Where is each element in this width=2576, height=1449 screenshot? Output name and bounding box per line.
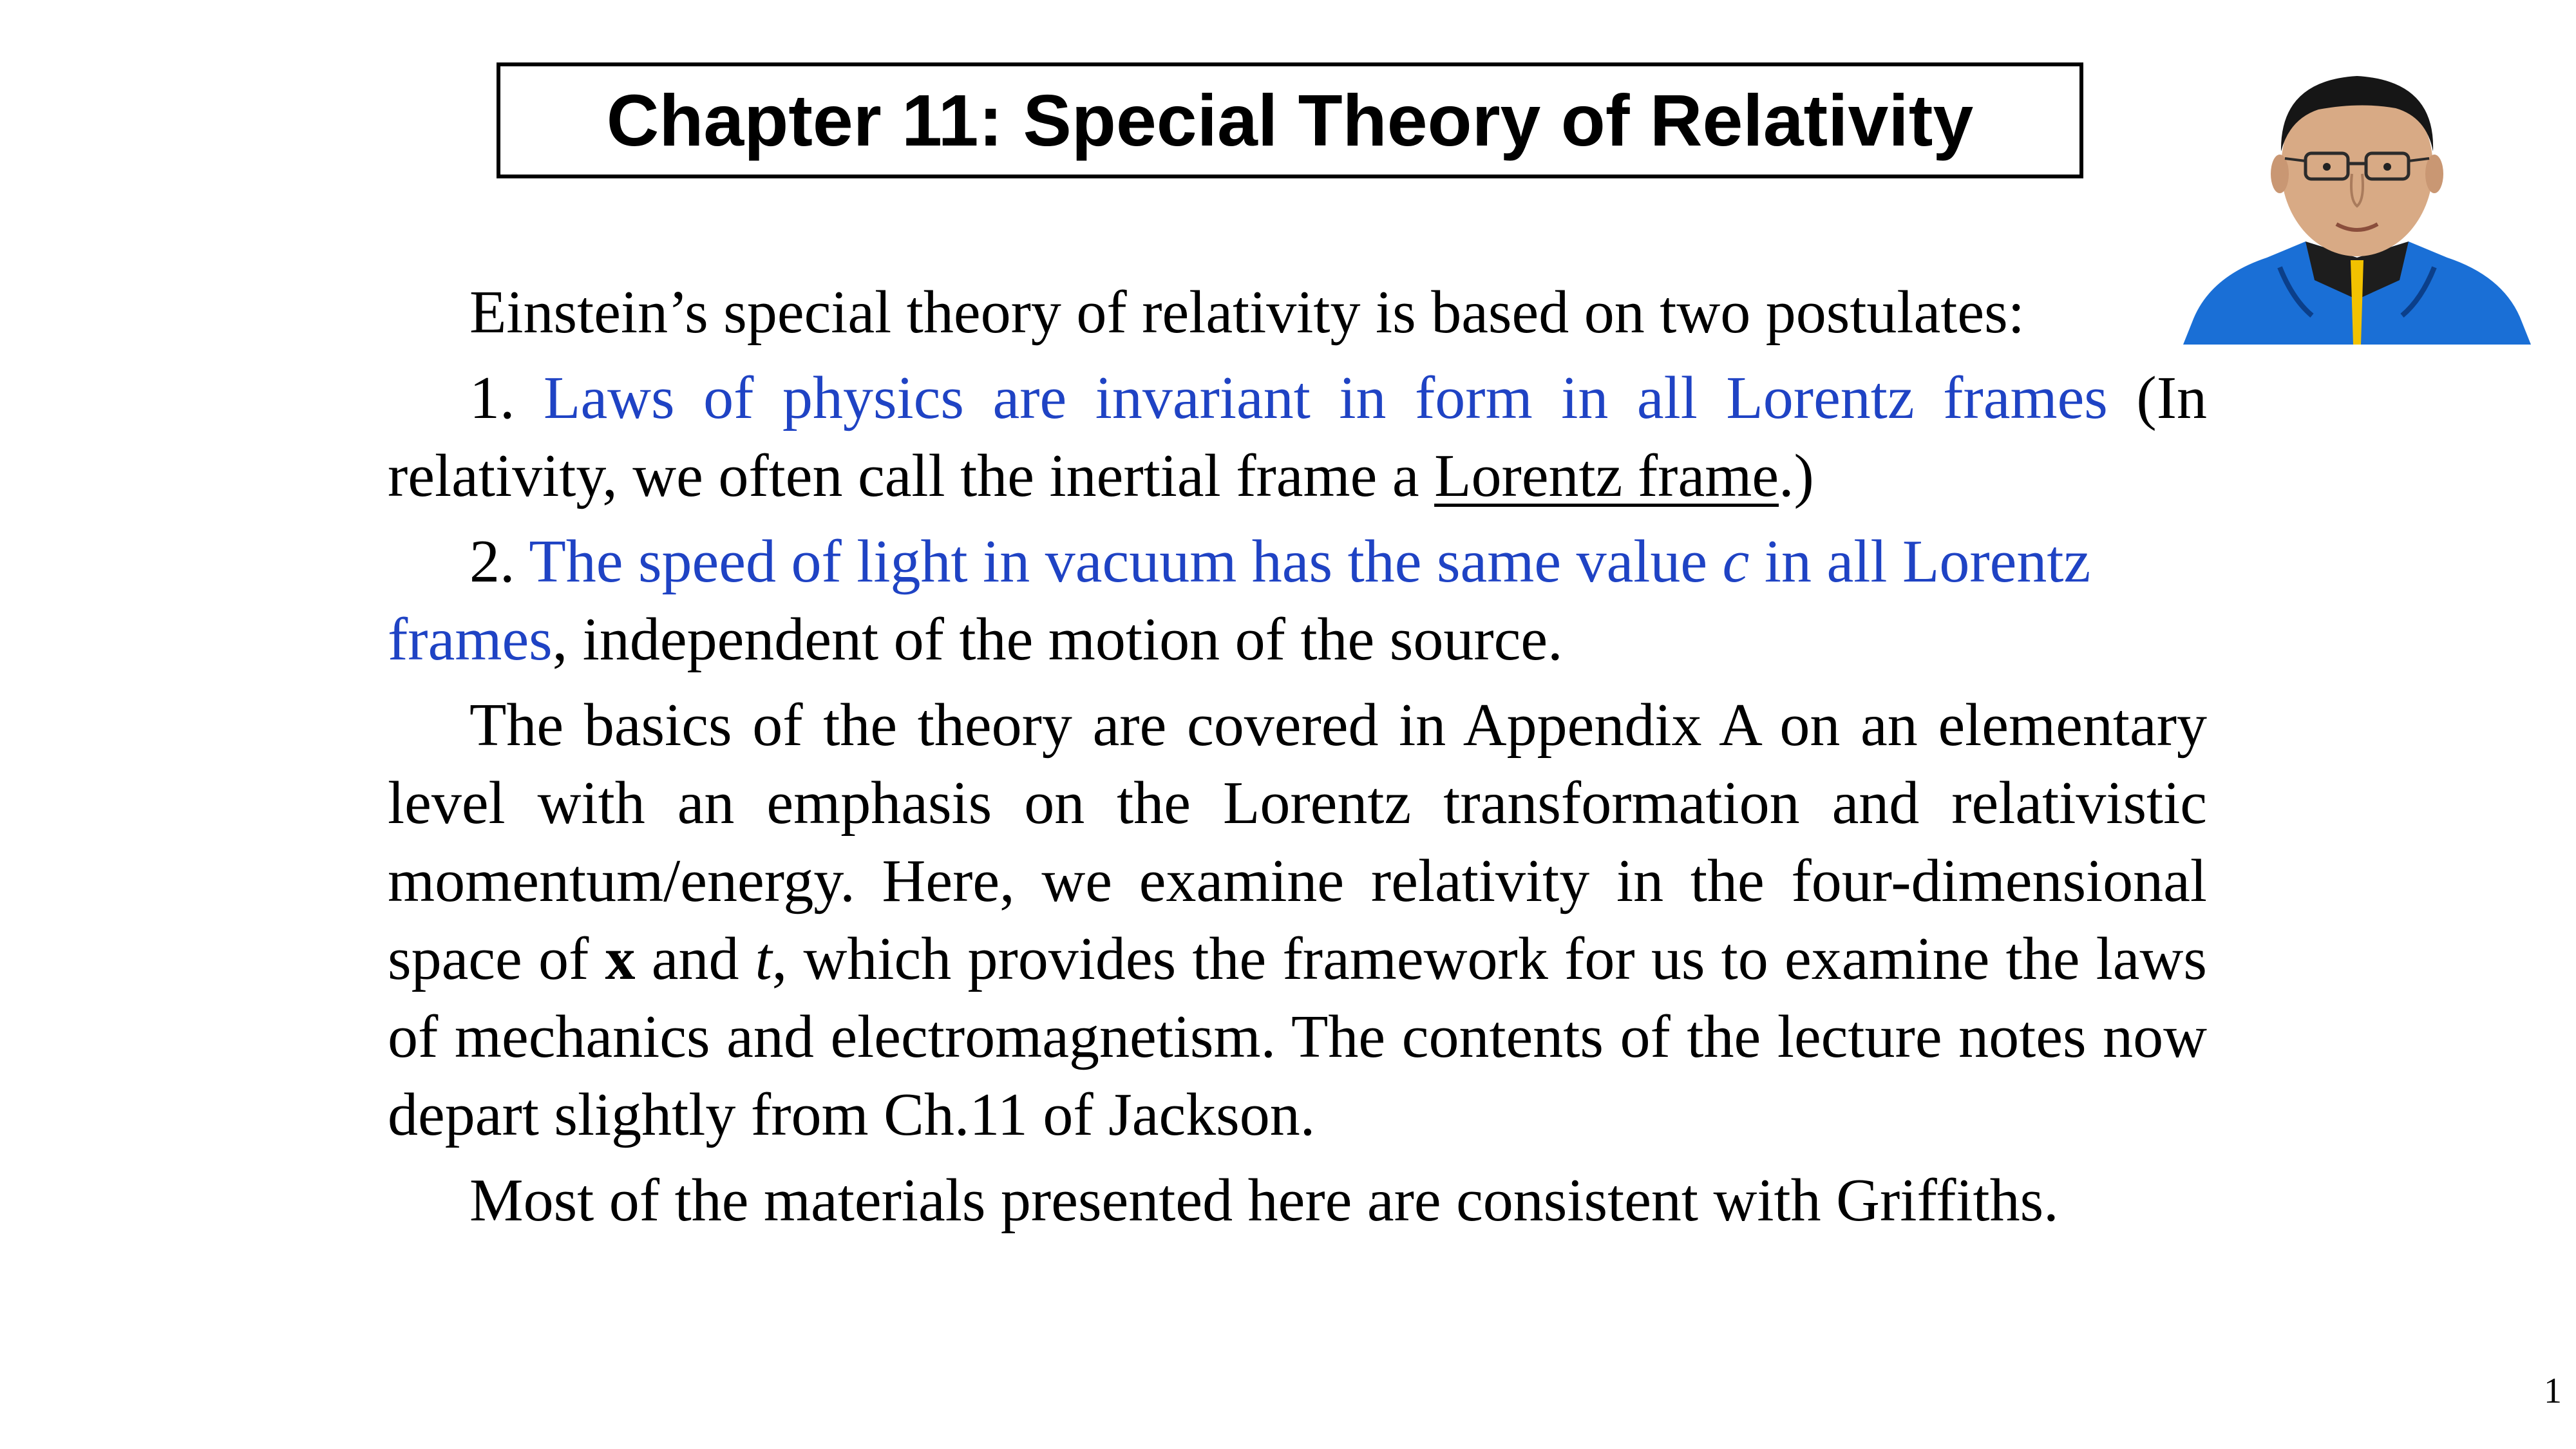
slide-body bbox=[388, 274, 2207, 1240]
closing-text: Most of the materials presented here are consistent with Griffiths. bbox=[469, 1167, 2059, 1234]
basics-part-3: , which provides the framework for us to examine the laws of mechanics and electromagnetism. The contents of the lecture notes now depart slightly from Ch.11 of Jackson. bbox=[388, 925, 2207, 1148]
postulate-2-trailing: , independent of the motion of the source. bbox=[552, 606, 1563, 673]
postulate-2-paragraph bbox=[388, 523, 2207, 679]
postulate-1-number: 1. bbox=[469, 365, 544, 431]
time-symbol: t bbox=[755, 925, 772, 992]
closing-paragraph bbox=[388, 1162, 2207, 1240]
postulate-1-paragraph bbox=[388, 359, 2207, 515]
basics-part-2: and bbox=[635, 925, 755, 992]
postulate-2-statement-after: in all Lorentz frames bbox=[388, 528, 2091, 673]
title-box bbox=[497, 62, 2083, 178]
postulate-2-number: 2. bbox=[469, 528, 529, 595]
intro-paragraph bbox=[388, 274, 2207, 352]
basics-part-1: The basics of the theory are covered in Appendix A on an elementary level with an emphasis on the Lorentz transformation and relativistic momentum/energy. Here, we examine relativity in the four-dimensional space of bbox=[388, 692, 2207, 992]
intro-text: Einstein’s special theory of relativity is based on two postulates: bbox=[469, 279, 2025, 346]
postulate-1-note-before: (In relativity, we often call the inertial frame a bbox=[388, 365, 2208, 509]
slide-title: Chapter 11: Special Theory of Relativity bbox=[606, 80, 1974, 161]
page-number: 1 bbox=[2544, 1371, 2562, 1411]
postulate-1-statement: Laws of physics are invariant in form in all Lorentz frames bbox=[544, 365, 2108, 431]
speed-of-light-symbol: c bbox=[1722, 528, 1750, 595]
postulate-1-note-after: .) bbox=[1779, 442, 1814, 509]
lorentz-frame-term: Lorentz frame bbox=[1434, 442, 1779, 509]
postulate-2-statement-before: The speed of light in vacuum has the same value bbox=[529, 528, 1723, 595]
basics-paragraph bbox=[388, 687, 2207, 1154]
position-vector-symbol: x bbox=[605, 925, 636, 992]
